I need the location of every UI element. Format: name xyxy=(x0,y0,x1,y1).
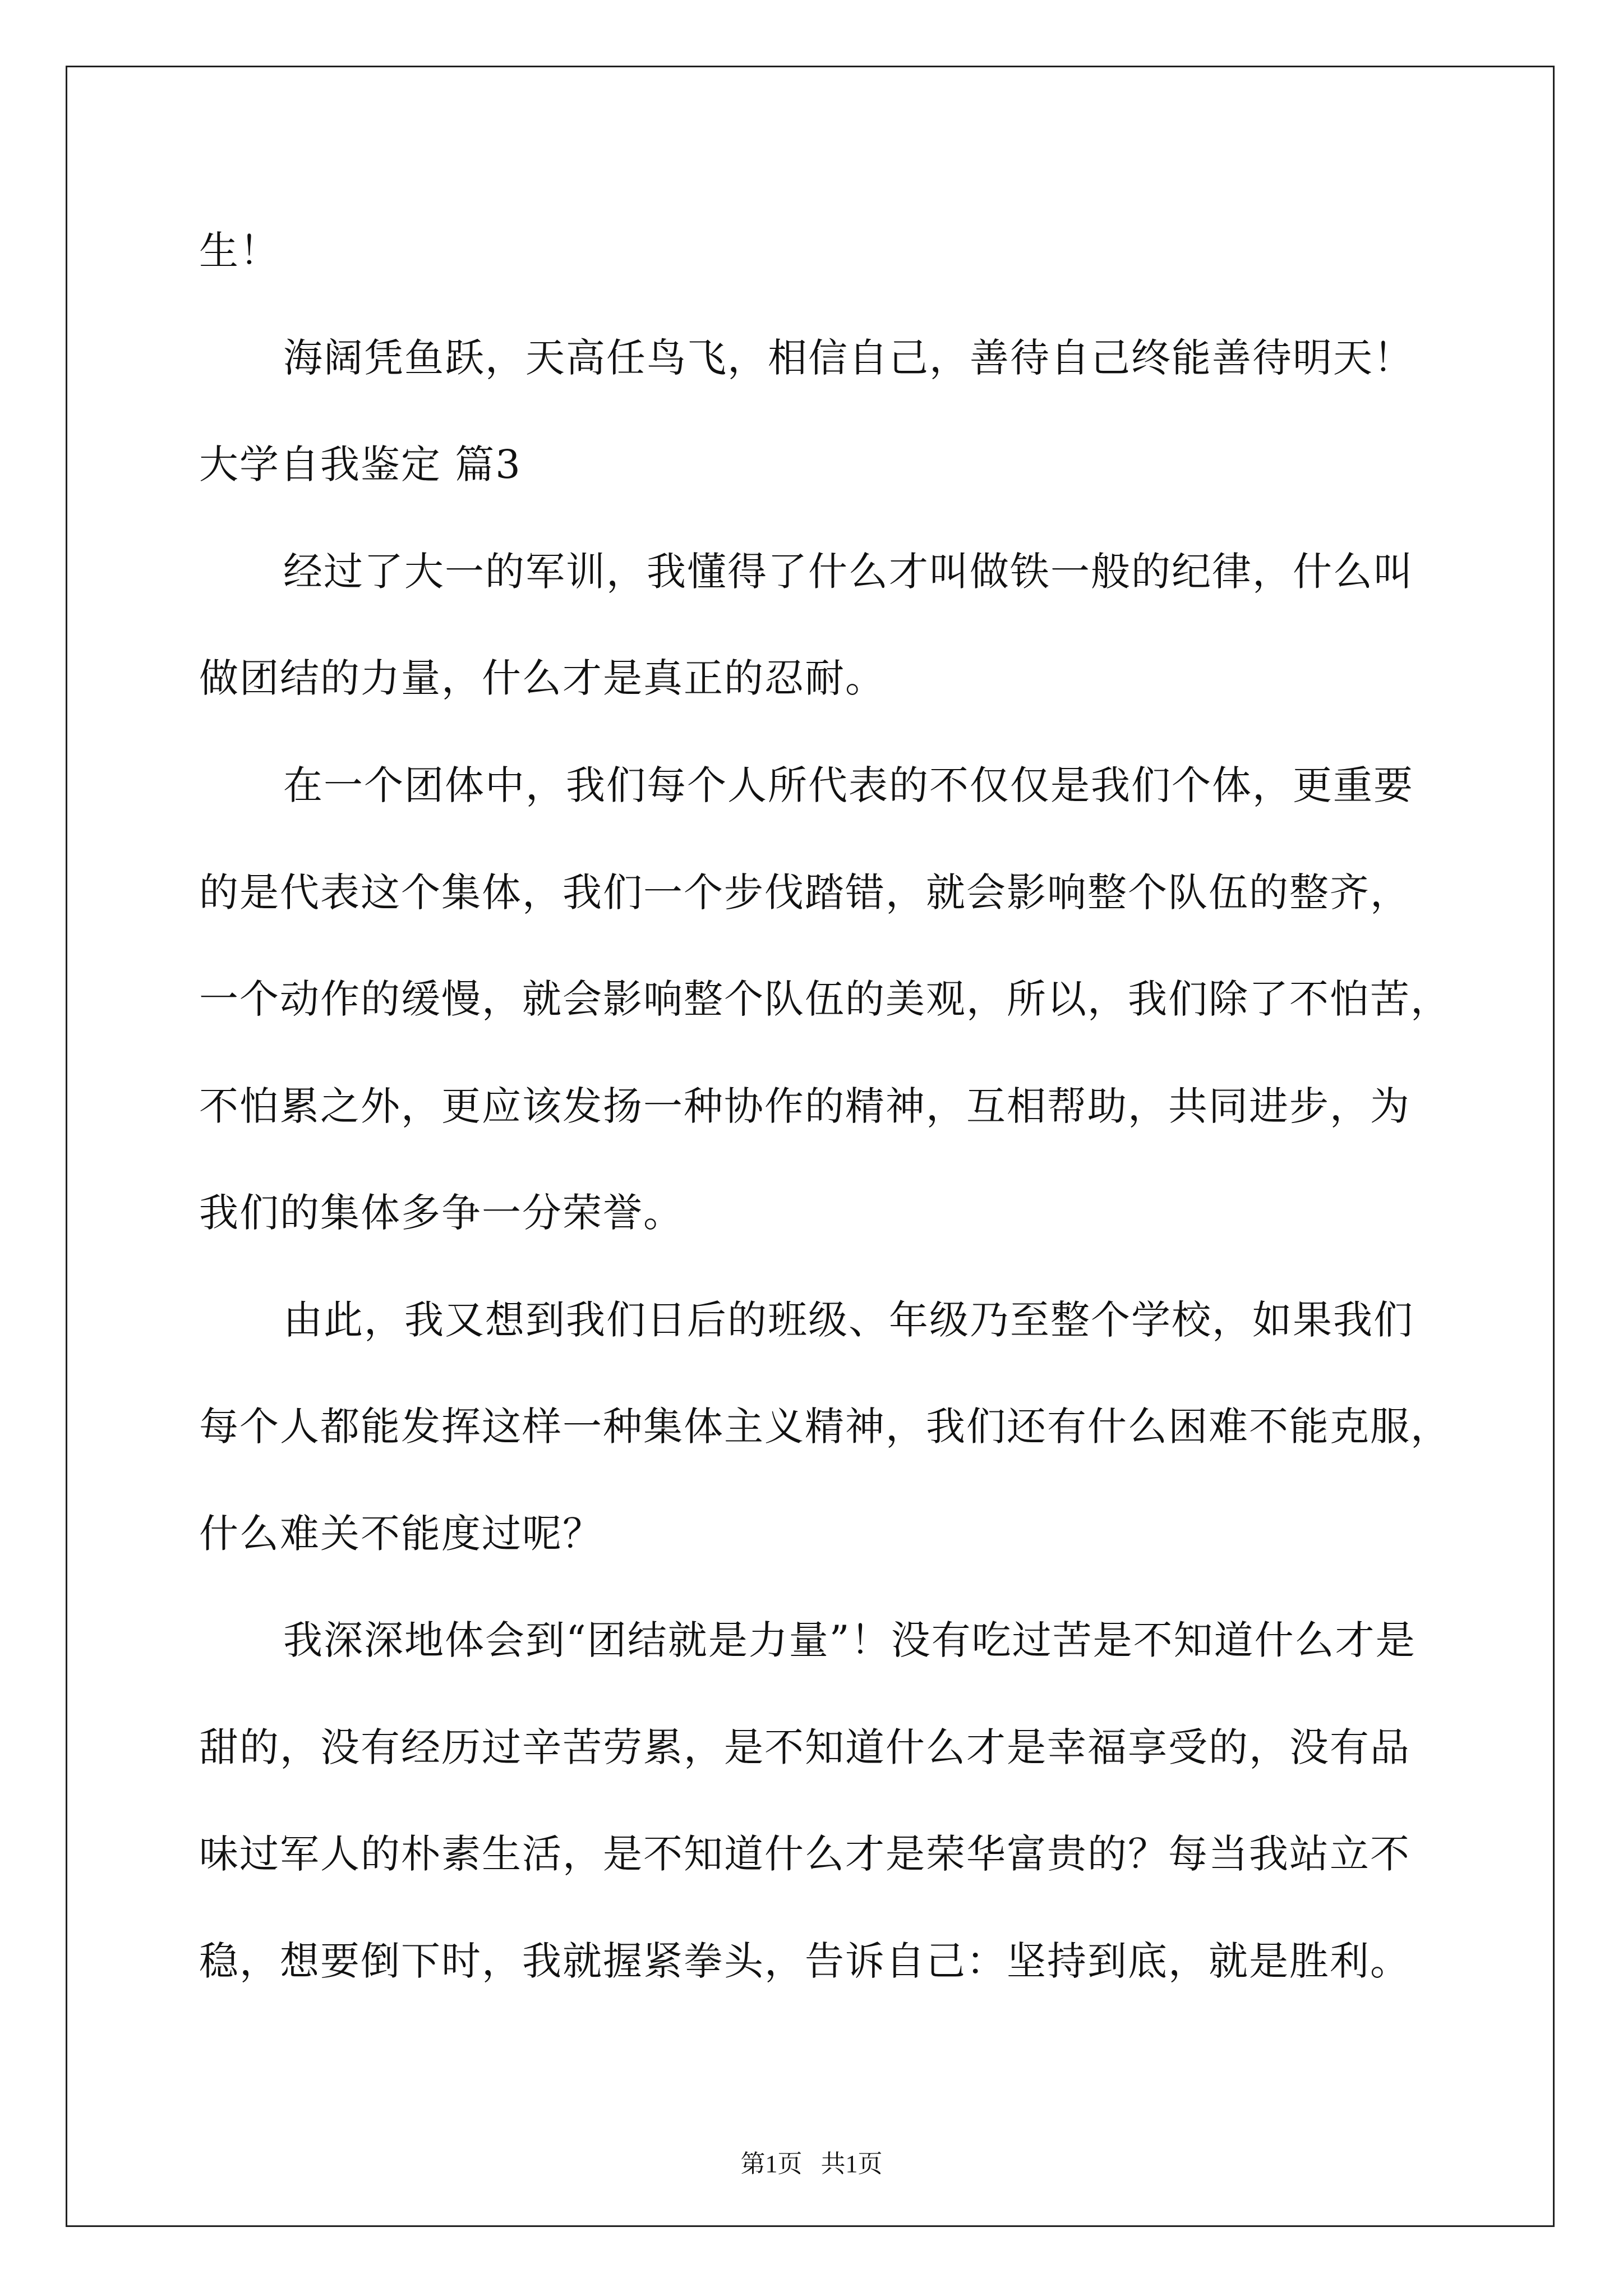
paragraph-line: 不怕累之外，更应该发扬一种协作的精神，互相帮助，共同进步，为 xyxy=(199,1083,1410,1129)
paragraph-line: 做团结的力量，什么才是真正的忍耐。 xyxy=(199,655,886,701)
paragraph-line: 生！ xyxy=(199,228,280,274)
page-number-footer: 第1页 共1页 xyxy=(740,2150,883,2178)
paragraph-line: 味过军人的朴素生活，是不知道什么才是荣华富贵的？每当我站立不 xyxy=(199,1831,1410,1877)
paragraph-line: 甜的，没有经历过辛苦劳累，是不知道什么才是幸福享受的，没有品 xyxy=(199,1724,1410,1770)
paragraph-line: 我深深地体会到“团结就是力量”！没有吃过苦是不知道什么才是 xyxy=(283,1617,1416,1663)
paragraph-line: 海阔凭鱼跃，天高任鸟飞，相信自己，善待自己终能善待明天！ xyxy=(283,335,1414,381)
paragraph-line: 我们的集体多争一分荣誉。 xyxy=(199,1190,684,1236)
paragraph-line: 经过了大一的军训，我懂得了什么才叫做铁一般的纪律，什么叫 xyxy=(283,549,1414,595)
paragraph-line: 在一个团体中，我们每个人所代表的不仅仅是我们个体，更重要 xyxy=(283,762,1414,808)
section-heading: 大学自我鉴定 篇3 xyxy=(199,441,522,487)
paragraph-line: 一个动作的缓慢，就会影响整个队伍的美观，所以，我们除了不怕苦， xyxy=(199,976,1451,1022)
paragraph-line: 由此，我又想到我们日后的班级、年级乃至整个学校，如果我们 xyxy=(283,1297,1414,1343)
paragraph-line: 什么难关不能度过呢？ xyxy=(199,1511,603,1557)
paragraph-line: 稳，想要倒下时，我就握紧拳头，告诉自己：坚持到底，就是胜利。 xyxy=(199,1938,1410,1984)
page-border xyxy=(66,66,1555,2227)
paragraph-line: 的是代表这个集体，我们一个步伐踏错，就会影响整个队伍的整齐， xyxy=(199,869,1410,915)
paragraph-line: 每个人都能发挥这样一种集体主义精神，我们还有什么困难不能克服， xyxy=(199,1404,1451,1450)
